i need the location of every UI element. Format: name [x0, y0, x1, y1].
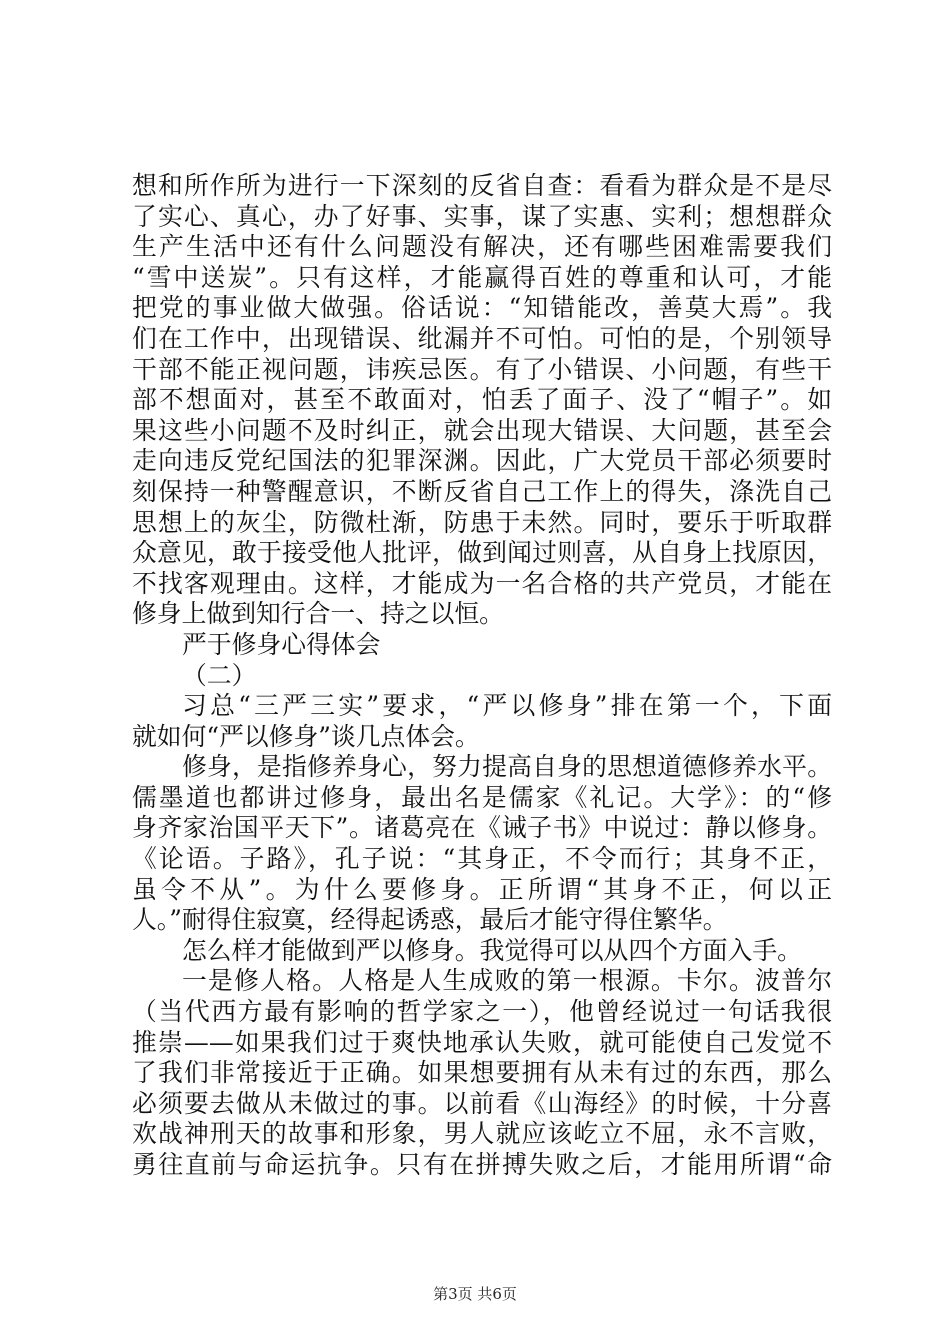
text-line: 虽令不从”。为什么要修身。正所谓“其身不正，何以正 [132, 874, 832, 904]
text-line: 思想上的灰尘，防微杜渐，防患于未然。同时，要乐于听取群 [132, 507, 832, 537]
text-line: 果这些小问题不及时纠正，就会出现大错误、大问题，甚至会 [132, 415, 832, 445]
text-line: 刻保持一种警醒意识，不断反省自己工作上的得失，涤洗自己 [132, 476, 832, 506]
text-line: “雪中送炭”。只有这样，才能赢得百姓的尊重和认可，才能 [132, 262, 832, 292]
text-line: 必须要去做从未做过的事。以前看《山海经》的时候，十分喜 [132, 1088, 832, 1118]
text-line: 就如何“严以修身”谈几点体会。 [132, 721, 480, 751]
section-title: 严于修身心得体会 [182, 629, 381, 659]
text-line: 儒墨道也都讲过修身，最出名是儒家《礼记。大学》：的“修 [132, 782, 832, 812]
text-line: 修身上做到知行合一、持之以恒。 [132, 599, 504, 629]
text-line: 们在工作中，出现错误、纰漏并不可怕。可怕的是，个别领导 [132, 323, 832, 353]
text-line: 欢战神刑天的故事和形象，男人就应该屹立不屈，永不言败， [132, 1119, 832, 1149]
text-line: 干部不能正视问题，讳疾忌医。有了小错误、小问题，有些干 [132, 354, 832, 384]
text-line: 怎么样才能做到严以修身。我觉得可以从四个方面入手。 [182, 935, 802, 965]
text-line: 不找客观理由。这样，才能成为一名合格的共产党员，才能在 [132, 568, 832, 598]
text-line: 生产生活中还有什么问题没有解决，还有哪些困难需要我们 [132, 232, 832, 262]
text-line: 修身，是指修养身心，努力提高自身的思想道德修养水平。 [182, 752, 832, 782]
text-line: 走向违反党纪国法的犯罪深渊。因此，广大党员干部必须要时 [132, 446, 832, 476]
page-footer: 第3页 共6页 [433, 1285, 517, 1303]
text-line: （当代西方最有影响的哲学家之一），他曾经说过一句话我很 [132, 997, 832, 1027]
text-line: 人。”耐得住寂寞，经得起诱惑，最后才能守得住繁华。 [132, 905, 728, 935]
text-line: 了实心、真心，办了好事、实事，谋了实惠、实利；想想群众 [132, 201, 832, 231]
text-line: 习总“三严三实”要求，“严以修身”排在第一个，下面 [182, 691, 832, 721]
text-line: 部不想面对，甚至不敢面对，怕丢了面子、没了“帽子”。如 [132, 385, 832, 415]
section-number: （二） [182, 660, 257, 690]
text-line: 想和所作所为进行一下深刻的反省自查：看看为群众是不是尽 [132, 171, 832, 200]
text-line: 身齐家治国平天下”。诸葛亮在《诫子书》中说过：静以修身。 [132, 813, 832, 843]
text-line: 一是修人格。人格是人生成败的第一根源。卡尔。波普尔 [182, 966, 832, 996]
text-line: 推崇——如果我们过于爽快地承认失败，就可能使自己发觉不 [132, 1027, 832, 1057]
text-line: 了我们非常接近于正确。如果想要拥有从未有过的东西，那么 [132, 1058, 832, 1088]
text-line: 众意见，敢于接受他人批评，做到闻过则喜，从自身上找原因， [132, 538, 832, 568]
text-line: 把党的事业做大做强。俗话说：“知错能改，善莫大焉”。我 [132, 293, 832, 323]
body-text [132, 171, 832, 1181]
text-line: 勇往直前与命运抗争。只有在拼搏失败之后，才能用所谓“命 [132, 1150, 832, 1179]
text-line: 《论语。子路》，孔子说：“其身正，不令而行；其身不正， [132, 844, 832, 874]
